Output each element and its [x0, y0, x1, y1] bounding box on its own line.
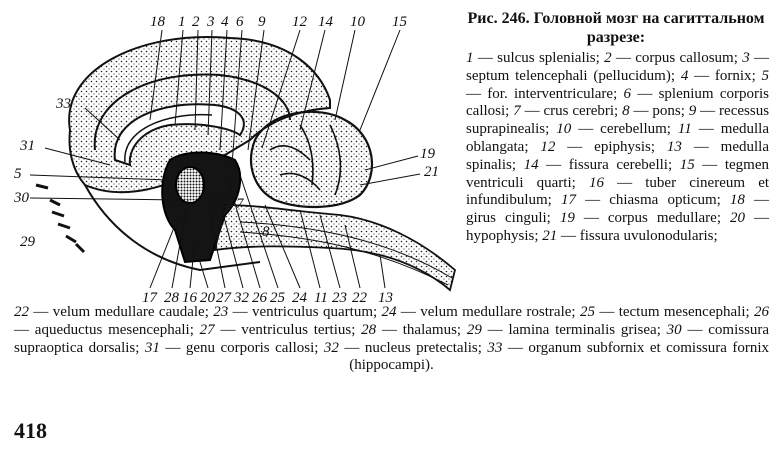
legend-number: 9: [688, 103, 697, 120]
legend-term: corpus callosum: [635, 50, 734, 66]
legend-term: nucleus pretectalis: [364, 339, 478, 356]
figure-label: 28: [164, 290, 179, 306]
legend-number: 10: [556, 121, 572, 138]
legend-number: 4: [680, 67, 689, 84]
legend-term: lamina terminalis grisea: [508, 321, 657, 338]
legend-number: 5: [761, 67, 770, 84]
legend-number: 33: [487, 339, 503, 356]
figure-label: 30: [14, 190, 29, 206]
legend-term: thalamus: [402, 321, 457, 338]
legend-number: 19: [559, 210, 575, 227]
legend-number: 2: [604, 50, 612, 66]
figure-caption-title: Рис. 246. Головной мозг на сагиттальном разрезе:: [467, 10, 765, 46]
figure-label: 7: [212, 196, 220, 212]
legend-number: 25: [579, 304, 595, 320]
figure-label: 27: [216, 290, 231, 306]
legend-term: medulla oblangata: [466, 121, 770, 155]
legend-term: medulla spinalis: [466, 138, 769, 173]
brainstem: [215, 205, 455, 290]
page-number: 418: [14, 418, 47, 443]
figure-label: 13: [378, 290, 393, 306]
legend-term: genu corporis callosi: [185, 339, 315, 356]
legend-number: 32: [323, 339, 339, 356]
legend-term: epiphysis: [594, 138, 651, 155]
legend-number: 13: [666, 138, 682, 155]
legend-number: 12: [540, 138, 556, 155]
legend-term: velum medullare rostrale: [420, 304, 572, 320]
legend-term: corpus medullare: [607, 210, 717, 227]
legend-term: fornix: [714, 67, 752, 84]
legend-number: 6: [623, 85, 632, 102]
figure-label: 22: [352, 290, 367, 306]
legend-number: 8: [622, 103, 630, 120]
legend-number: 16: [588, 174, 604, 191]
legend-number: 29: [466, 321, 482, 338]
figure-label: 29: [20, 234, 35, 250]
legend-term: girus cinguli: [466, 210, 547, 227]
legend-number: 30: [666, 321, 682, 338]
legend-number: 21: [542, 227, 558, 244]
legend-number: 7: [513, 103, 521, 120]
legend-term: tectum mesencephali: [618, 304, 746, 320]
legend-term: hypophysis: [466, 227, 535, 244]
figure-caption-legend-continued: 22 — velum medullare caudale; 23 — ventriculus quartum; 24 — velum medullare rostrale; 25 — tectum mesencephali; 26 — aqueductus mesencephali; 27 — ventriculus tertius; 28 — thalamus; 29 — lamina terminalis grisea; 30 — comissura supraoptica dorsalis; 31 — genu corporis callosi; 32 — nucleus pretectalis; 33 — organum subfornix et comissura fornix (hippocampi).: [14, 304, 770, 374]
figure-label: 25: [270, 290, 285, 306]
figure-label: 6: [236, 14, 244, 30]
brain-illustration: [0, 0, 460, 310]
legend-number: 27: [199, 321, 215, 338]
legend-term: comissura supraoptica dorsalis: [14, 321, 770, 356]
figure-label: 5: [14, 166, 22, 182]
legend-number: 17: [560, 192, 576, 209]
thalamus-oval: [176, 167, 204, 203]
legend-number: 26: [754, 304, 770, 320]
legend-term: tegmen ventriculi quarti: [466, 156, 770, 191]
figure-caption-legend: 1 — sulcus splenialis; 2 — corpus callosum; 3 — septum telencephali (pellucidum); 4 — fornix; 5 — for. interventriculare; 6 — splenium corporis callosi; 7 — crus cerebri; 8 — pons; 9 — recessus suprapinealis; 10 — cerebellum; 11 — medulla oblangata; 12 — epiphysis; 13 — medulla spinalis; 14 — fissura cerebelli; 15 — tegmen ventriculi quarti; 16 — tuber cinereum et infundibulum; 17 — chiasma opticum; 18 — girus cinguli; 19 — corpus medullare; 20 — hypophysis; 21 — fissura uvulonodularis;: [466, 50, 770, 244]
figure-label: 17: [142, 290, 157, 306]
legend-term: crus cerebri: [543, 103, 615, 120]
legend-number: 1: [466, 50, 474, 66]
legend-number: 18: [729, 192, 745, 209]
legend-number: 11: [677, 121, 692, 138]
legend-term: organum subfornix et comissura fornix (hippocampi): [349, 339, 770, 374]
lamina-terminalis-hatch: [36, 185, 84, 252]
figure-label: 31: [20, 138, 35, 154]
figure-label: 1: [178, 14, 186, 30]
figure-label: 33: [56, 96, 71, 112]
figure-label: 23: [332, 290, 347, 306]
legend-number: 28: [361, 321, 377, 338]
figure-label: 18: [150, 14, 165, 30]
figure-label: 9: [258, 14, 266, 30]
legend-number: 24: [381, 304, 397, 320]
legend-term: for. interventriculare: [487, 85, 614, 102]
legend-number: 3: [742, 50, 750, 66]
figure-label: 20: [200, 290, 215, 306]
legend-number: 20: [730, 210, 745, 227]
brain-sagittal-figure: [0, 0, 460, 310]
figure-label: 8: [262, 224, 270, 240]
legend-term: fissura cerebelli: [568, 156, 668, 173]
figure-label: 7: [236, 196, 244, 212]
figure-label: 26: [252, 290, 267, 306]
figure-label: 4: [221, 14, 229, 30]
legend-number: 23: [213, 304, 229, 320]
figure-label: 3: [207, 14, 215, 30]
figure-label: 32: [234, 290, 249, 306]
legend-term: septum telencephali (pellucidum): [466, 67, 671, 84]
legend-term: chiasma opticum: [609, 192, 717, 209]
legend-number: 15: [679, 156, 695, 173]
figure-label: 19: [420, 146, 435, 162]
legend-term: ventriculus tertius: [241, 321, 352, 338]
legend-term: ventriculus quartum: [251, 304, 373, 320]
legend-term: velum medullare caudale: [52, 304, 205, 320]
legend-number: 14: [523, 156, 539, 173]
legend-term: aqueductus mesencephali: [34, 321, 190, 338]
legend-number: 22: [14, 304, 29, 320]
figure-label: 11: [314, 290, 328, 306]
figure-label: 14: [318, 14, 333, 30]
figure-label: 12: [292, 14, 307, 30]
figure-label: 2: [192, 14, 200, 30]
figure-label: 10: [350, 14, 365, 30]
legend-number: 31: [144, 339, 160, 356]
legend-term: fissura uvulonodularis: [579, 227, 714, 244]
legend-term: sulcus splenialis: [497, 50, 596, 66]
figure-label: 16: [182, 290, 197, 306]
legend-term: pons: [652, 103, 681, 120]
figure-label: 21: [424, 164, 439, 180]
figure-label: 24: [292, 290, 307, 306]
figure-label: 15: [392, 14, 407, 30]
legend-term: splenium corporis callosi: [466, 85, 770, 120]
legend-term: recessus suprapinealis: [466, 103, 770, 138]
legend-term: cerebellum: [600, 121, 667, 138]
legend-term: tuber cinereum et infundibulum: [466, 174, 770, 209]
